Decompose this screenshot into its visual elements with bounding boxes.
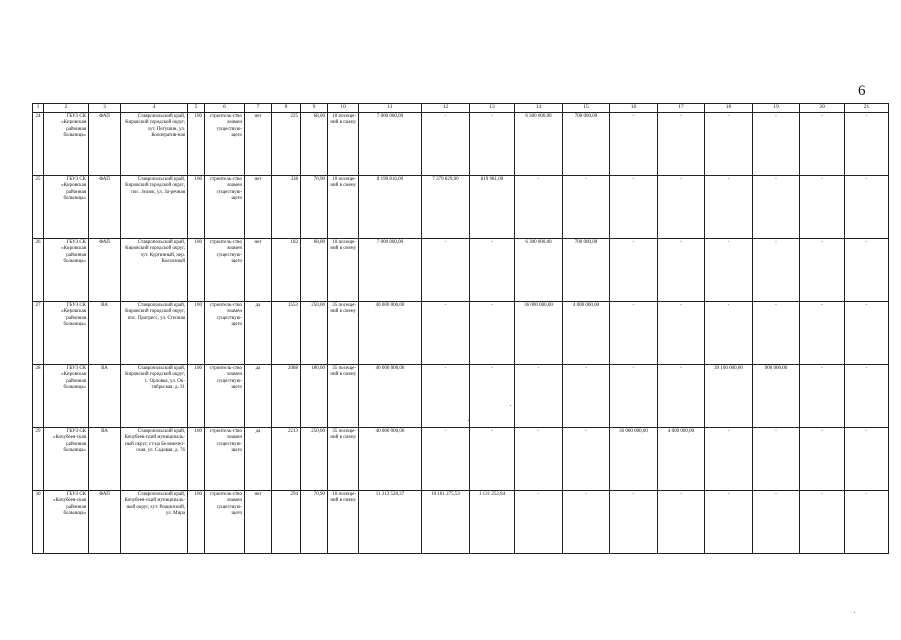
amount-cell: - <box>515 176 563 239</box>
percent-cell: 100 <box>188 365 205 428</box>
header-cell: 10 <box>328 104 359 113</box>
total-amount-cell: 40 000 000,00 <box>359 302 422 365</box>
capacity-cell: 10 посеще-ний в смену <box>328 176 359 239</box>
amount-cell: - <box>563 428 610 491</box>
amount-cell: 4 000 000,00 <box>563 302 610 365</box>
amount-cell: - <box>422 239 470 302</box>
cost-cell: 180,00 <box>301 365 328 428</box>
amount-cell: 7 379 829,00 <box>422 176 470 239</box>
investment-table <box>32 103 889 554</box>
percent-cell: 100 <box>188 239 205 302</box>
amount-cell: - <box>470 428 515 491</box>
amount-cell: - <box>470 113 515 176</box>
amount-cell: - <box>800 491 845 554</box>
header-cell: 7 <box>245 104 272 113</box>
flag-cell: да <box>245 428 272 491</box>
header-cell: 14 <box>515 104 563 113</box>
header-cell: 15 <box>563 104 610 113</box>
percent-cell: 100 <box>188 302 205 365</box>
amount-cell: - <box>658 176 705 239</box>
capacity-cell: 10 посеще-ний в смену <box>328 491 359 554</box>
work-type-cell: строитель-ство взамен существую-щего <box>205 365 245 428</box>
row-number-cell: 25 <box>33 176 44 239</box>
amount-cell: - <box>753 428 800 491</box>
address-cell: Ставропольский край, Кировский городской округ, с. Орловка, ул. Ок-тябрьская, д. 31 <box>121 365 188 428</box>
object-type-cell: ВА <box>89 302 121 365</box>
amount-cell: - <box>470 302 515 365</box>
header-cell: 19 <box>753 104 800 113</box>
amount-cell: - <box>753 176 800 239</box>
header-cell: 1 <box>33 104 44 113</box>
amount-cell: - <box>800 113 845 176</box>
header-cell: 6 <box>205 104 245 113</box>
flag-cell: нет <box>245 176 272 239</box>
scan-speck <box>468 420 469 421</box>
amount-cell: - <box>800 176 845 239</box>
amount-cell: 36 000 000,00 <box>610 428 658 491</box>
work-type-cell: строитель-ство взамен существую-щего <box>205 239 245 302</box>
flag-cell: нет <box>245 239 272 302</box>
amount-cell: - <box>800 302 845 365</box>
amount-cell: - <box>658 239 705 302</box>
amount-cell: - <box>422 428 470 491</box>
header-cell: 13 <box>470 104 515 113</box>
table-row <box>33 113 889 176</box>
address-cell: Ставропольский край, Кировский городской округ, пос. Прогресс, ул. Степная <box>121 302 188 365</box>
amount-cell: - <box>563 365 610 428</box>
total-amount-cell: 40 000 000,00 <box>359 428 422 491</box>
amount-cell: 700 000,00 <box>563 239 610 302</box>
area-cell: 338 <box>272 176 301 239</box>
object-type-cell: ФАП <box>89 491 121 554</box>
work-type-cell: строитель-ство взамен существую-щего <box>205 113 245 176</box>
flag-cell: да <box>245 302 272 365</box>
amount-cell: - <box>753 239 800 302</box>
amount-cell: - <box>705 302 753 365</box>
header-cell: 2 <box>44 104 89 113</box>
amount-cell: - <box>610 365 658 428</box>
amount-cell: - <box>845 365 889 428</box>
amount-cell: - <box>563 491 610 554</box>
page-number: 6 <box>858 83 866 99</box>
row-number-cell: 26 <box>33 239 44 302</box>
row-number-cell: 27 <box>33 302 44 365</box>
amount-cell: - <box>658 113 705 176</box>
percent-cell: 100 <box>188 491 205 554</box>
address-cell: Ставропольский край, Кировский городской округ, пос. Зелюк, ул. За-речная <box>121 176 188 239</box>
cost-cell: 70,90 <box>301 491 328 554</box>
organization-cell: ГБУЗ СК «Кировская районная больница» <box>44 113 89 176</box>
flag-cell: нет <box>245 491 272 554</box>
header-cell: 5 <box>188 104 205 113</box>
cost-cell: 68,00 <box>301 239 328 302</box>
percent-cell: 100 <box>188 428 205 491</box>
amount-cell: 6 300 000,00 <box>515 239 563 302</box>
amount-cell: - <box>470 365 515 428</box>
capacity-cell: 35 посеще-ний в смену <box>328 428 359 491</box>
amount-cell: - <box>610 302 658 365</box>
address-cell: Ставропольский край, Кировский городской округ, хут. Петушин, ул. Кооператив-ная <box>121 113 188 176</box>
address-cell: Ставропольский край, Кочубеев-ский муниципаль-ный округ, ст-ца Беломечет-ская, ул. Садовая, д. 76 <box>121 428 188 491</box>
amount-cell: - <box>422 302 470 365</box>
amount-cell: 4 000 000,00 <box>658 428 705 491</box>
total-amount-cell: 40 000 000,00 <box>359 365 422 428</box>
row-number-cell: 24 <box>33 113 44 176</box>
amount-cell: - <box>845 113 889 176</box>
amount-cell: - <box>800 365 845 428</box>
amount-cell: - <box>470 239 515 302</box>
cost-cell: 250,00 <box>301 302 328 365</box>
cost-cell: 250,00 <box>301 428 328 491</box>
area-cell: 2213 <box>272 428 301 491</box>
amount-cell: - <box>610 176 658 239</box>
header-cell: 11 <box>359 104 422 113</box>
total-amount-cell: 11 312 528,37 <box>359 491 422 554</box>
header-cell: 16 <box>610 104 658 113</box>
row-number-cell: 30 <box>33 491 44 554</box>
amount-cell: - <box>610 113 658 176</box>
amount-cell: - <box>658 491 705 554</box>
area-cell: 1553 <box>272 302 301 365</box>
total-amount-cell: 7 000 000,00 <box>359 113 422 176</box>
header-cell: 21 <box>845 104 889 113</box>
capacity-cell: 35 посеще-ний в смену <box>328 302 359 365</box>
table-row <box>33 491 889 554</box>
amount-cell: - <box>422 113 470 176</box>
amount-cell: - <box>658 302 705 365</box>
amount-cell: - <box>845 491 889 554</box>
table-row <box>33 302 889 365</box>
header-cell: 8 <box>272 104 301 113</box>
amount-cell: - <box>800 239 845 302</box>
object-type-cell: ВА <box>89 428 121 491</box>
amount-cell: - <box>705 239 753 302</box>
organization-cell: ГБУЗ СК «Кировская районная больница» <box>44 239 89 302</box>
header-cell: 18 <box>705 104 753 113</box>
address-cell: Ставропольский край, Кировский городской округ, хут. Кургинный, пер. Колхозный <box>121 239 188 302</box>
capacity-cell: 10 посеще-ний в смену <box>328 239 359 302</box>
amount-cell: - <box>705 491 753 554</box>
amount-cell: - <box>705 176 753 239</box>
amount-cell: - <box>800 428 845 491</box>
table-row <box>33 428 889 491</box>
capacity-cell: 35 посеще-ний в смену <box>328 365 359 428</box>
amount-cell: 36 000 000,00 <box>515 302 563 365</box>
organization-cell: ГБУЗ СК «Кировская районная больница» <box>44 365 89 428</box>
header-cell: 20 <box>800 104 845 113</box>
amount-cell: - <box>753 302 800 365</box>
amount-cell: 900 000,00 <box>753 365 800 428</box>
total-amount-cell: 8 199 810,00 <box>359 176 422 239</box>
organization-cell: ГБУЗ СК «Кочубеев-ская районная больница» <box>44 428 89 491</box>
row-number-cell: 28 <box>33 365 44 428</box>
header-cell: 3 <box>89 104 121 113</box>
amount-cell: 1 131 252,84 <box>470 491 515 554</box>
amount-cell: - <box>515 365 563 428</box>
amount-cell: - <box>705 428 753 491</box>
amount-cell: 10 181 275,53 <box>422 491 470 554</box>
organization-cell: ГБУЗ СК «Кочубеев-ская районная больница» <box>44 491 89 554</box>
organization-cell: ГБУЗ СК «Кировская районная больница» <box>44 302 89 365</box>
table-row <box>33 365 889 428</box>
amount-cell: 819 981,00 <box>470 176 515 239</box>
amount-cell: - <box>610 491 658 554</box>
area-cell: 2088 <box>272 365 301 428</box>
amount-cell: - <box>845 302 889 365</box>
amount-cell: - <box>753 491 800 554</box>
work-type-cell: строитель-ство взамен существую-щего <box>205 491 245 554</box>
cost-cell: 68,00 <box>301 113 328 176</box>
work-type-cell: строитель-ство взамен существую-щего <box>205 302 245 365</box>
total-amount-cell: 7 000 000,00 <box>359 239 422 302</box>
amount-cell: - <box>705 113 753 176</box>
amount-cell: - <box>845 239 889 302</box>
table-row <box>33 239 889 302</box>
amount-cell: 39 100 000,00 <box>705 365 753 428</box>
amount-cell: - <box>845 176 889 239</box>
header-row <box>33 104 889 113</box>
area-cell: 225 <box>272 113 301 176</box>
scan-speck <box>854 612 855 613</box>
object-type-cell: ВА <box>89 365 121 428</box>
amount-cell: 700 000,00 <box>563 113 610 176</box>
table-row <box>33 176 889 239</box>
amount-cell: - <box>610 239 658 302</box>
flag-cell: да <box>245 365 272 428</box>
amount-cell: - <box>658 365 705 428</box>
amount-cell: - <box>845 428 889 491</box>
capacity-cell: 10 посеще-ний в смену <box>328 113 359 176</box>
row-number-cell: 29 <box>33 428 44 491</box>
cost-cell: 70,90 <box>301 176 328 239</box>
percent-cell: 100 <box>188 113 205 176</box>
header-cell: 4 <box>121 104 188 113</box>
header-cell: 9 <box>301 104 328 113</box>
amount-cell: 6 300 000,00 <box>515 113 563 176</box>
header-cell: 12 <box>422 104 470 113</box>
area-cell: 294 <box>272 491 301 554</box>
work-type-cell: строитель-ство взамен существую-щего <box>205 428 245 491</box>
organization-cell: ГБУЗ СК «Кировская районная больница» <box>44 176 89 239</box>
amount-cell: - <box>563 176 610 239</box>
amount-cell: - <box>753 113 800 176</box>
object-type-cell: ФАП <box>89 239 121 302</box>
work-type-cell: строитель-ство взамен существую-щего <box>205 176 245 239</box>
amount-cell: - <box>515 491 563 554</box>
amount-cell: - <box>422 365 470 428</box>
scan-speck <box>510 405 511 406</box>
area-cell: 182 <box>272 239 301 302</box>
object-type-cell: ФАП <box>89 176 121 239</box>
amount-cell: - <box>515 428 563 491</box>
object-type-cell: ФАП <box>89 113 121 176</box>
flag-cell: нет <box>245 113 272 176</box>
percent-cell: 100 <box>188 176 205 239</box>
address-cell: Ставропольский край, Кочубеев-ский муниципаль-ный округ, хут. Рощинский, ул. Мира <box>121 491 188 554</box>
header-cell: 17 <box>658 104 705 113</box>
